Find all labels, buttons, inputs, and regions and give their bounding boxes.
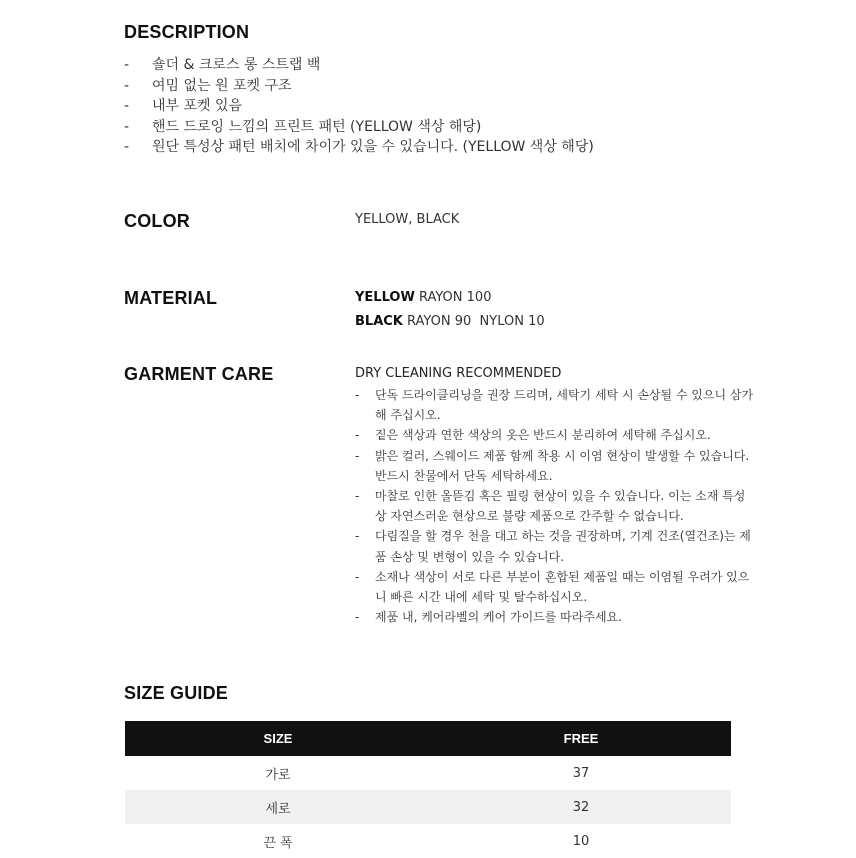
description-item-text: 핸드 드로잉 느낌의 프린트 패턴 (YELLOW 색상 해당) bbox=[152, 118, 482, 135]
table-row bbox=[125, 756, 731, 790]
material-title: MATERIAL bbox=[124, 288, 218, 308]
free-column-header: FREE bbox=[431, 721, 731, 756]
care-item-text: 다림질을 할 경우 천을 대고 하는 것을 권장하며, 기계 건조(열건조)는 제품 손상 및 변형이 있을 수 있습니다. bbox=[375, 529, 751, 564]
size-label-cell: 세로 bbox=[125, 790, 431, 824]
care-item-text: 밝은 컬러, 스웨이드 제품 함께 착용 시 이염 현상이 발생할 수 있습니다. 반드시 찬물에서 단독 세탁하세요. bbox=[375, 448, 750, 483]
material-row bbox=[355, 314, 545, 329]
size-label-cell: 끈 폭 bbox=[263, 835, 293, 851]
description-item-text: 숄더 & 크로스 롱 스트랩 백 bbox=[152, 57, 321, 73]
description-item-text: 내부 포켓 있음 bbox=[152, 98, 243, 114]
list-item: - 다림질을 할 경우 천을 대고 하는 것을 권장하며, 기계 건조(열건조)는 제품 손상 및 변형이 있을 수 있습니다. bbox=[355, 526, 755, 566]
care-item-text: 짙은 색상과 연한 색상의 옷은 반드시 분리하여 세탁해 주십시오. bbox=[375, 428, 711, 443]
care-heading: DRY CLEANING RECOMMENDED bbox=[355, 366, 562, 381]
table-row bbox=[125, 790, 731, 824]
material-composition: RAYON 90 NYLON 10 bbox=[407, 314, 545, 329]
list-item: - 핸드 드로잉 느낌의 프린트 패턴 (YELLOW 색상 해당) bbox=[124, 118, 482, 135]
list-item: - 제품 내, 케어라벨의 케어 가이드를 따라주세요. bbox=[355, 607, 755, 627]
size-guide-title: SIZE GUIDE bbox=[124, 683, 229, 703]
list-item: - 짙은 색상과 연한 색상의 옷은 반드시 분리하여 세탁해 주십시오. bbox=[355, 425, 755, 445]
material-composition: RAYON 100 bbox=[418, 290, 492, 305]
material-color: YELLOW bbox=[355, 290, 415, 305]
color-title: COLOR bbox=[124, 211, 190, 231]
description-item-text: 원단 특성상 패턴 배치에 차이가 있을 수 있습니다. (YELLOW 색상 해당) bbox=[152, 139, 594, 155]
table-header-row bbox=[125, 721, 731, 756]
list-item: - 원단 특성상 패턴 배치에 차이가 있을 수 있습니다. (YELLOW 색상 해당) bbox=[124, 139, 594, 155]
care-item-text: 단독 드라이클리닝을 권장 드리며, 세탁기 세탁 시 손상될 수 있으니 삼가해 주십시오. bbox=[375, 388, 754, 423]
size-label-cell: 가로 bbox=[265, 767, 291, 783]
size-value-cell: 32 bbox=[431, 790, 731, 824]
size-value-cell: 37 bbox=[572, 765, 590, 781]
material-color: BLACK bbox=[355, 314, 403, 329]
care-item-text: 소재나 색상이 서로 다른 부분이 혼합된 제품일 때는 이염될 우려가 있으니 빠른 시간 내에 세탁 및 탈수하십시오. bbox=[375, 569, 750, 605]
list-item: - 소재나 색상이 서로 다른 부분이 혼합된 제품일 때는 이염될 우려가 있으니 빠른 시간 내에 세탁 및 탈수하십시오. bbox=[355, 567, 755, 607]
size-column-header: SIZE bbox=[125, 721, 431, 756]
color-value: YELLOW, BLACK bbox=[355, 212, 460, 227]
care-list bbox=[355, 385, 755, 627]
description-item-text: 여밈 없는 원 포켓 구조 bbox=[152, 77, 292, 94]
care-item-text: 제품 내, 케어라벨의 케어 가이드를 따라주세요. bbox=[375, 610, 622, 625]
list-item: - 여밈 없는 원 포켓 구조 bbox=[124, 77, 292, 94]
size-value-cell: 10 bbox=[572, 833, 590, 849]
description-list bbox=[124, 55, 594, 158]
list-item: - 숄더 & 크로스 롱 스트랩 백 bbox=[124, 57, 321, 73]
list-item: - 내부 포켓 있음 bbox=[124, 98, 243, 114]
size-table bbox=[125, 721, 731, 858]
list-item: - 마찰로 인한 올뜯김 혹은 필링 현상이 있을 수 있습니다. 이는 소재 특성상 자연스러운 현상으로 불량 제품으로 간주할 수 없습니다. bbox=[355, 486, 755, 526]
care-item-text: 마찰로 인한 올뜯김 혹은 필링 현상이 있을 수 있습니다. 이는 소재 특성상 자연스러운 현상으로 불량 제품으로 간주할 수 없습니다. bbox=[375, 489, 746, 524]
list-item: - 단독 드라이클리닝을 권장 드리며, 세탁기 세탁 시 손상될 수 있으니 삼가해 주십시오. bbox=[355, 385, 755, 425]
list-item: - 밝은 컬러, 스웨이드 제품 함께 착용 시 이염 현상이 발생할 수 있습니다. 반드시 찬물에서 단독 세탁하세요. bbox=[355, 446, 755, 486]
material-row bbox=[355, 290, 491, 305]
care-title: GARMENT CARE bbox=[124, 364, 274, 384]
description-title: DESCRIPTION bbox=[124, 22, 250, 42]
table-row bbox=[125, 824, 731, 858]
